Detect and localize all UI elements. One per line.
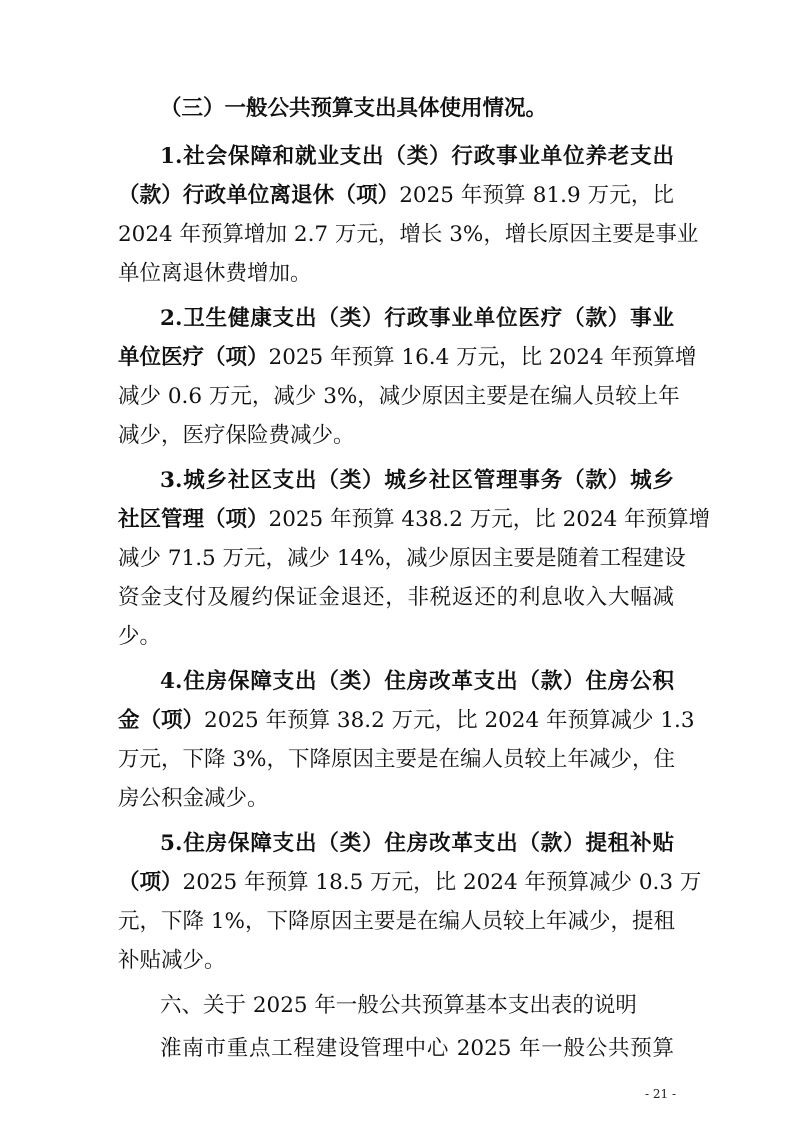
item-3-line-4: 资金支付及履约保证金退还，非税返还的利息收入大幅减 [118, 585, 674, 610]
item-1-line-3: 2024 年预算增加 2.7 万元，增长 3%，增长原因主要是事业 [118, 222, 699, 247]
last-line: 淮南市重点工程建设管理中心 2025 年一般公共预算 [160, 1036, 674, 1061]
item-4-line-3: 万元，下降 3%，下降原因主要是在编人员较上年减少，住 [118, 747, 675, 772]
item-3-line-2: 社区管理（项）2025 年预算 438.2 万元，比 2024 年预算增 [118, 507, 711, 532]
item-2-line-4: 减少，医疗保险费减少。 [118, 423, 355, 448]
item-5-line-2: （项）2025 年预算 18.5 万元，比 2024 年预算减少 0.3 万 [118, 870, 702, 895]
item-1-line-2: （款）行政单位离退休（项）2025 年预算 81.9 万元，比 [118, 183, 674, 208]
item-4-line-1: 4.住房保障支出（类）住房改革支出（款）住房公积 [160, 669, 674, 694]
item-5-line-3: 元，下降 1%，下降原因主要是在编人员较上年减少，提租 [118, 909, 675, 934]
item-2-line-1: 2.卫生健康支出（类）行政事业单位医疗（款）事业 [160, 306, 674, 331]
item-4-line-4: 房公积金减少。 [118, 786, 269, 811]
item-3-line-3: 减少 71.5 万元，减少 14%，减少原因主要是随着工程建设 [118, 546, 686, 571]
page-number: - 21 - [644, 1087, 676, 1101]
item-4-line-2: 金（项）2025 年预算 38.2 万元，比 2024 年预算减少 1.3 [118, 708, 695, 733]
item-3-line-1: 3.城乡社区支出（类）城乡社区管理事务（款）城乡 [160, 468, 674, 493]
item-1-line-4: 单位离退休费增加。 [118, 261, 312, 286]
item-5-line-1: 5.住房保障支出（类）住房改革支出（款）提租补贴 [160, 831, 674, 856]
item-2-line-3: 减少 0.6 万元，减少 3%，减少原因主要是在编人员较上年 [118, 384, 680, 409]
item-5-line-4: 补贴减少。 [118, 948, 226, 973]
item-1-line-1: 1.社会保障和就业支出（类）行政事业单位养老支出 [160, 144, 674, 169]
section-six-heading: 六、关于 2025 年一般公共预算基本支出表的说明 [160, 993, 637, 1018]
item-3-line-5: 少。 [118, 624, 162, 649]
section-heading: （三）一般公共预算支出具体使用情况。 [160, 96, 548, 121]
item-2-line-2: 单位医疗（项）2025 年预算 16.4 万元，比 2024 年预算增 [118, 345, 697, 370]
